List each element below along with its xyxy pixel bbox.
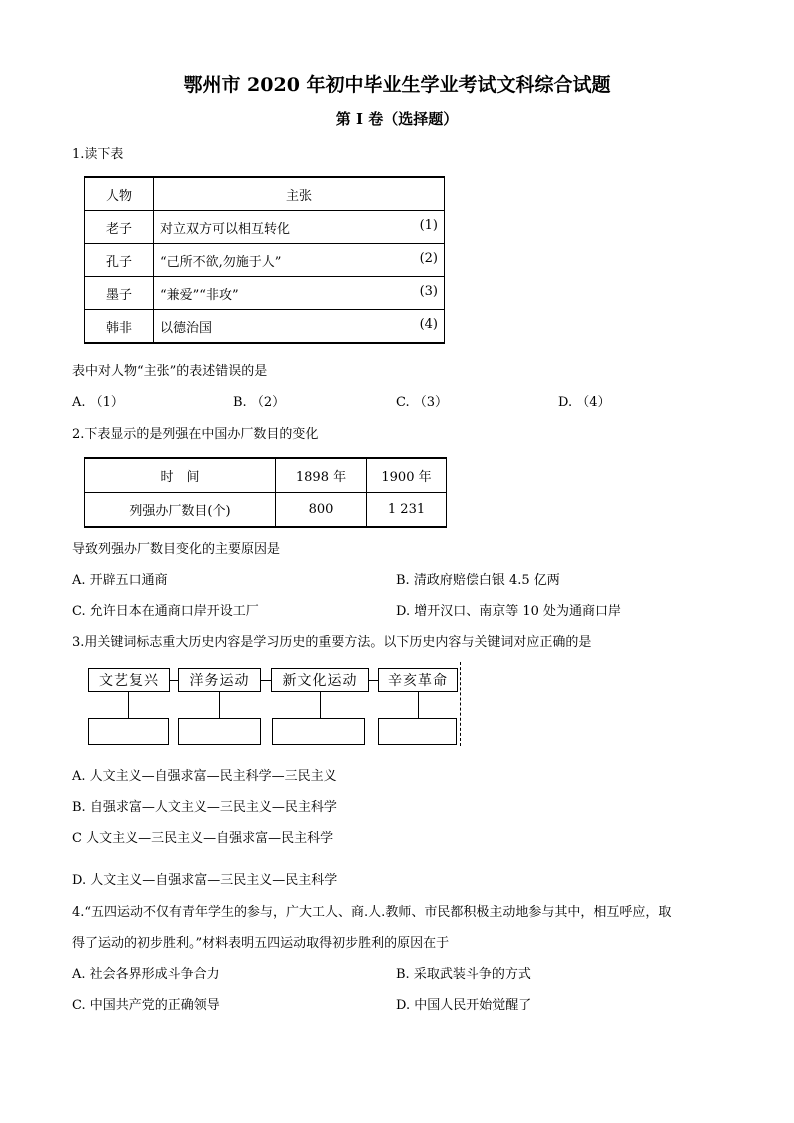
table-header-claim: 主张 <box>154 177 445 211</box>
keyword-diagram <box>88 668 460 746</box>
question-1-prompt: 表中对人物“主张”的表述错误的是 <box>72 364 268 379</box>
option-d[interactable]: D. 增开汉口、南京等 10 处为通商口岸 <box>396 604 622 619</box>
question-1-table <box>84 176 445 344</box>
table-row <box>85 211 445 244</box>
connector-line <box>369 680 378 681</box>
question-1-stem: 1.读下表 <box>72 147 124 162</box>
option-b[interactable]: B. 采取武装斗争的方式 <box>396 967 531 982</box>
option-d[interactable]: D. 中国人民开始觉醒了 <box>396 998 532 1013</box>
answer-blank-box <box>178 718 261 745</box>
answer-blank-box <box>88 718 169 745</box>
keyword-box: 辛亥革命 <box>378 668 458 692</box>
table-row <box>85 493 447 528</box>
table-header-person: 人物 <box>85 177 154 211</box>
page-title: 鄂州市 2020 年初中毕业生学业考试文科综合试题 <box>183 74 611 96</box>
claim-cell: “兼爱”“非攻” <box>160 287 239 303</box>
question-4-stem-line1: 4.“五四运动不仅有青年学生的参与，广大工人、商.人.教师、市民都积极主动地参与其中，相互呼应，取 <box>72 905 672 920</box>
question-2-stem: 2.下表显示的是列强在中国办厂数目的变化 <box>72 427 319 442</box>
person-cell: 墨子 <box>85 277 154 310</box>
claim-cell: “己所不欲,勿施于人” <box>160 254 282 270</box>
connector-line <box>170 680 178 681</box>
claim-cell: 以德治国 <box>160 320 213 336</box>
option-b[interactable]: B. 自强求富—人文主义—三民主义—民主科学 <box>72 800 337 815</box>
claim-number: (1) <box>419 217 438 233</box>
question-4-stem-line2: 得了运动的初步胜利。”材料表明五四运动取得初步胜利的原因在于 <box>72 936 450 951</box>
table-header-1900: 1900 年 <box>367 458 447 493</box>
connector-line <box>418 692 419 718</box>
option-d[interactable]: D. （4） <box>558 395 611 410</box>
value-1898: 800 <box>276 493 367 528</box>
claim-number: (3) <box>419 283 438 299</box>
dashed-divider <box>460 662 461 746</box>
table-header-1898: 1898 年 <box>276 458 367 493</box>
table-header-time: 时 间 <box>85 458 276 493</box>
option-c[interactable]: C. 中国共产党的正确领导 <box>72 998 220 1013</box>
table-row <box>85 277 445 310</box>
option-a[interactable]: A. 人文主义—自强求富—民主科学—三民主义 <box>72 769 337 784</box>
keyword-box: 文艺复兴 <box>88 668 170 692</box>
person-cell: 孔子 <box>85 244 154 277</box>
person-cell: 韩非 <box>85 310 154 344</box>
answer-blank-box <box>378 718 457 745</box>
claim-number: (2) <box>419 250 438 266</box>
option-a[interactable]: A. 开辟五口通商 <box>72 573 168 588</box>
option-c[interactable]: C. （3） <box>396 395 449 410</box>
keyword-box: 洋务运动 <box>178 668 261 692</box>
option-c[interactable]: C. 允许日本在通商口岸开设工厂 <box>72 604 259 619</box>
row-label: 列强办厂数目(个) <box>85 493 276 528</box>
value-1900: 1 231 <box>367 493 447 528</box>
question-2-prompt: 导致列强办厂数目变化的主要原因是 <box>72 542 281 557</box>
option-a[interactable]: A. 社会各界形成斗争合力 <box>72 967 220 982</box>
question-3-stem: 3.用关键词标志重大历史内容是学习历史的重要方法。以下历史内容与关键词对应正确的是 <box>72 635 592 650</box>
person-cell: 老子 <box>85 211 154 244</box>
option-d[interactable]: D. 人文主义—自强求富—三民主义—民主科学 <box>72 873 338 888</box>
connector-line <box>261 680 271 681</box>
connector-line <box>320 692 321 718</box>
option-b[interactable]: B. 清政府赔偿白银 4.5 亿两 <box>396 573 560 588</box>
option-a[interactable]: A. （1） <box>72 395 124 410</box>
keyword-box: 新文化运动 <box>271 668 369 692</box>
connector-line <box>128 692 129 718</box>
question-2-table <box>84 457 447 528</box>
table-row <box>85 244 445 277</box>
section-title: 第 I 卷（选择题） <box>335 110 459 128</box>
answer-blank-box <box>272 718 365 745</box>
connector-line <box>219 692 220 718</box>
claim-number: (4) <box>419 316 438 332</box>
option-b[interactable]: B. （2） <box>233 395 286 410</box>
option-c[interactable]: C 人文主义—三民主义—自强求富—民主科学 <box>72 831 334 846</box>
table-row <box>85 310 445 344</box>
claim-cell: 对立双方可以相互转化 <box>160 221 291 237</box>
